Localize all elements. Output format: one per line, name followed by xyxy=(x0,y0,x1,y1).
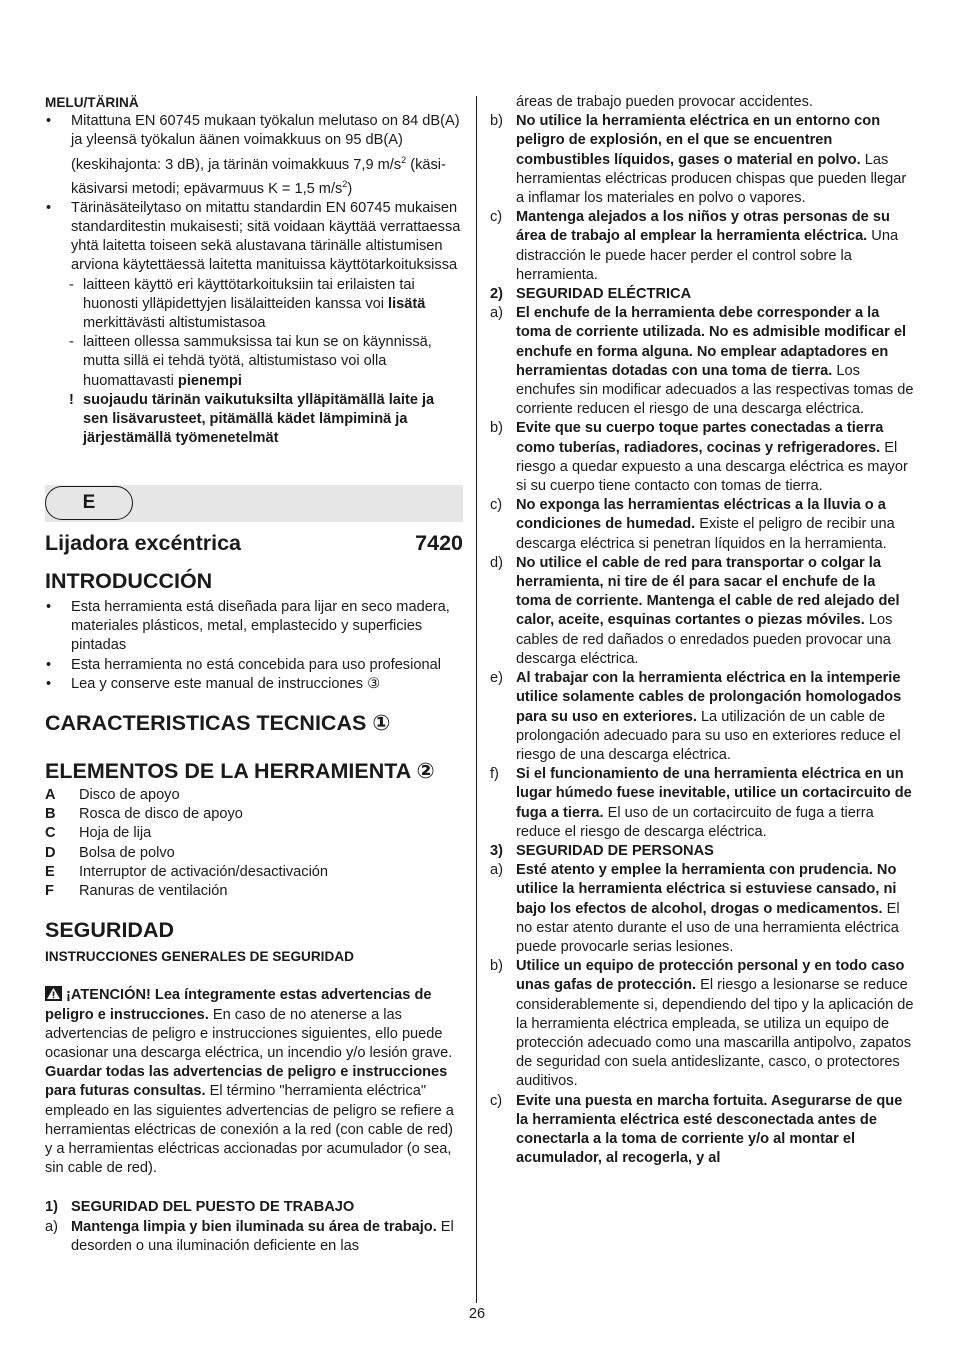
section-3-item: c) Evite una puesta en marcha fortuita. Asegurarse de que la herramienta eléctrica esté desconectada antes de conectarla a la toma de corriente y/o al montar el acumulador, al recogerla, y al xyxy=(490,1092,903,1167)
section-2-item: c) No exponga las herramientas eléctricas a la lluvia o a condiciones de humedad. Existe el peligro de recibir una descarga eléctrica si penetran líquidos en la herramienta. xyxy=(490,497,895,552)
continued-text: áreas de trabajo pueden provocar accidentes. xyxy=(516,94,813,110)
left-column-top xyxy=(45,93,463,448)
intro-item: • Esta herramienta está diseñada para lijar en seco madera, materiales plásticos, metal, emplastecido y superficies pintadas xyxy=(46,599,450,654)
warning-triangle-icon xyxy=(45,986,62,1001)
element-item: B Rosca de disco de apoyo xyxy=(45,806,243,823)
section-2-heading: 2) SEGURIDAD ELÉCTRICA xyxy=(490,286,692,303)
bullet-marker: • xyxy=(46,113,52,130)
tech-heading: CARACTERISTICAS TECNICAS ① xyxy=(45,711,391,736)
right-column xyxy=(490,93,914,1168)
section-1-item-a: a) Mantenga limpia y bien iluminada su área de trabajo. El desorden o una iluminación deficiente en las xyxy=(45,1218,454,1254)
section-2-item: f) Si el funcionamiento de una herramienta eléctrica en un lugar húmedo fuese inevitable, utilice un cortacircuito de fuga a tierra. El uso de un cortacircuito de fuga a tierra reduce el riesgo de descarga eléctrica. xyxy=(490,766,912,840)
intro-item: • Esta herramienta no está concebida para uso profesional xyxy=(46,656,441,673)
melu-heading: MELU/TÄRINÄ xyxy=(45,95,139,110)
product-number: 7420 xyxy=(415,531,463,555)
product-title-row xyxy=(45,531,463,556)
column-divider xyxy=(476,96,477,1303)
section-2-item: a) El enchufe de la herramienta debe corresponder a la toma de corriente utilizada. No es admisible modificar el enchufe en forma alguna. No emplear adaptadores en herramientas dotadas con una toma de tierra. Los enchufes sin modificar adecuados a las respectivas tomas de corriente reducen el riesgo de una descarga eléctrica. xyxy=(490,305,914,418)
language-badge: E xyxy=(45,486,133,520)
page-number: 26 xyxy=(468,1306,486,1322)
section-2-item: e) Al trabajar con la herramienta eléctrica en la intemperie utilice solamente cables de prolongación homologados para su uso en exteriores. La utilización de un cable de prolongación adecuado para su uso en exteriores reduce el riesgo de una descarga eléctrica. xyxy=(490,670,902,763)
element-item: F Ranuras de ventilación xyxy=(45,883,228,900)
melu-dash-2: - laitteen ollessa sammuksissa tai kun se on käynnissä, mutta sillä ei tehdä työtä, altistumistaso voi olla huomattavasti pienempi xyxy=(69,334,432,389)
warning-paragraph: ¡ATENCIÓN! Lea íntegramente estas advertencias de peligro e instrucciones. En caso de no atenerse a las advertencias de peligro e instrucciones siguientes, ello puede ocasionar una descarga eléctrica, un incendio y/o lesión grave. Guardar todas las advertencias de peligro e instrucciones para futuras consultas. El término "herramienta eléctrica" empleado en las siguientes advertencias de peligro se refiere a herramientas eléctricas de conexión a la red (con cable de red) y a herramientas eléctricas accionadas por acumulador (o sea, sin cable de red). xyxy=(45,987,454,1177)
section-2-item: b) Evite que su cuerpo toque partes conectadas a tierra como tuberías, radiadores, cocinas y refrigeradores. El riesgo a quedar expuesto a una descarga eléctrica es mayor si su cuerpo tiene contacto con tomas de tierra. xyxy=(490,420,908,495)
section-3-heading: 3) SEGURIDAD DE PERSONAS xyxy=(490,842,714,859)
melu-bullet-2: • Tärinäsäteilytaso on mitattu standardin EN 60745 mukaisen standarditestin mukaisesti; sitä voidaan käyttää verrattaessa yhtä laitetta toiseen sekä alustavana tärinälle altistumisen arviona käytettäessä laitetta manituissa käyttötarkoituksissa xyxy=(46,199,461,274)
section-1-item: b) No utilice la herramienta eléctrica en un entorno con peligro de explosión, en el que se encuentren combustibles líquidos, gases o material en polvo. Las herramientas eléctricas producen chispas que pueden llegar a inflamar los materiales en polvo o vapores. xyxy=(490,113,907,207)
section-3-item: b) Utilice un equipo de protección personal y en todo caso unas gafas de protección. El riesgo a lesionarse se reduce considerablemente si, dependiendo del tipo y la aplicación de la herramienta eléctrica empleada, se utiliza un equipo de protección adecuado como una mascarilla antipolvo, zapatos de seguridad con suela antideslizante, casco, o protectores auditivos. xyxy=(490,958,914,1090)
melu-bullet-1: • Mitattuna EN 60745 mukaan työkalun melutaso on 84 dB(A) ja yleensä työkalun äänen voimakkuus on 95 dB(A) (keskihajonta: 3 dB), ja tärinän voimakkuus 7,9 $m/s^2$ (käsi-käsivarsi metodi; epävarmuus K = 1,5 $m/s^2$) xyxy=(46,113,460,197)
element-item: D Bolsa de polvo xyxy=(45,844,175,861)
intro-item: • Lea y conserve este manual de instrucciones ③ xyxy=(46,675,381,692)
section-1-item: c) Mantenga alejados a los niños y otras personas de su área de trabajo al emplear la herramienta eléctrica. Una distracción le puede hacer perder el control sobre la herramienta. xyxy=(490,209,899,283)
product-title: Lijadora excéntrica xyxy=(45,531,241,555)
elements-heading: ELEMENTOS DE LA HERRAMIENTA ② xyxy=(45,759,435,784)
section-1-heading: 1) SEGURIDAD DEL PUESTO DE TRABAJO xyxy=(45,1199,355,1216)
bullet-marker: • xyxy=(46,199,52,216)
seguridad-heading: SEGURIDAD xyxy=(45,918,175,943)
intro-heading: INTRODUCCIÓN xyxy=(45,569,213,593)
left-column-spanish xyxy=(45,568,463,1256)
instr-heading: INSTRUCCIONES GENERALES DE SEGURIDAD xyxy=(45,949,354,965)
section-3-item: a) Esté atento y emplee la herramienta con prudencia. No utilice la herramienta eléctrica si estuviese cansado, ni bajo los efectos de alcohol, drogas o medicamentos. El no estar atento durante el uso de una herramienta eléctrica puede provocarle serias lesiones. xyxy=(490,862,900,955)
element-item: C Hoja de lija xyxy=(45,825,152,842)
melu-exclamation-note: ! suojaudu tärinän vaikutuksilta ylläpitämällä laite ja sen lisävarusteet, pitämällä kädet lämpiminä ja järjestämällä työmenetelmät xyxy=(69,391,435,447)
element-item: E Interruptor de activación/desactivación xyxy=(45,863,329,880)
melu-dash-1: - laitteen käyttö eri käyttötarkoituksiin tai erilaisten tai huonosti ylläpidettyjen lisälaitteiden kanssa voi lisätä merkittävästi altistumistasoa xyxy=(69,276,426,331)
element-item: A Disco de apoyo xyxy=(45,787,180,804)
section-2-item: d) No utilice el cable de red para transportar o colgar la herramienta, ni tire de él para sacar el enchufe de la toma de corriente. Mantenga el cable de red alejado del calor, aceite, esquinas cortantes o piezas móviles. Los cables de red dañados o enredados pueden provocar una descarga eléctrica. xyxy=(490,554,900,667)
